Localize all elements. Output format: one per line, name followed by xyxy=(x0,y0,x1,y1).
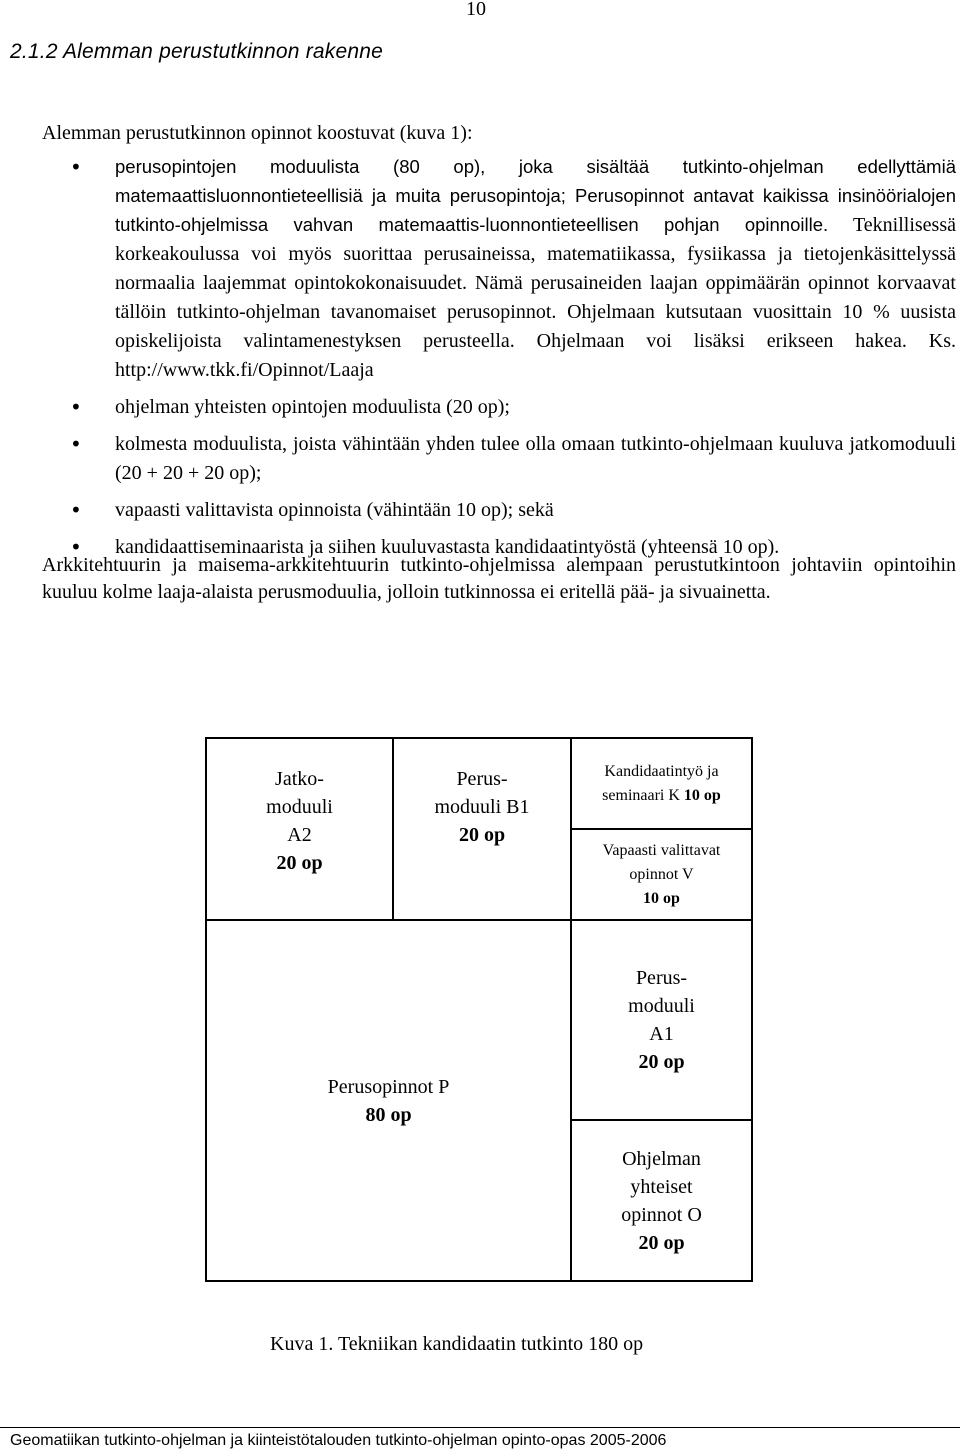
list-item-text: kandidaattiseminaarista ja siihen kuuluvastasta kandidaatintyöstä (yhteensä 10 op). xyxy=(115,536,780,558)
box-label: A1 xyxy=(649,1023,674,1045)
box-label: A2 xyxy=(287,824,312,846)
bullet-icon: • xyxy=(70,498,82,522)
list-item-text: kolmesta moduulista, joista vähintään yhden tulee olla omaan tutkinto-ohjelmaan kuuluva jatkomoduuli (20 + 20 + 20 op); xyxy=(115,433,956,484)
page-footer: Geomatiikan tutkinto-ohjelman ja kiinteistötalouden tutkinto-ohjelman opinto-opas 2005-2006 xyxy=(10,1432,667,1449)
box-label: Ohjelman xyxy=(622,1147,701,1170)
list-item-text: vapaasti valittavista opinnoista (vähintään 10 op); sekä xyxy=(115,499,554,521)
box-label: Perus- xyxy=(456,768,508,790)
bullet-icon: • xyxy=(70,432,82,456)
yhteiset-opinnot-box xyxy=(572,1121,751,1280)
box-credits: 20 op xyxy=(638,1231,685,1254)
box-label: yhteiset xyxy=(630,1175,693,1198)
box-credits: 80 op xyxy=(365,1103,412,1126)
perusmoduuli-a1-box xyxy=(572,921,751,1119)
list-item xyxy=(70,496,956,525)
box-label: Kandidaatintyö ja xyxy=(604,762,719,780)
box-credits: 20 op xyxy=(276,852,323,874)
bullet-icon: • xyxy=(70,535,82,559)
box-credits: 10 op xyxy=(683,786,721,804)
box-label: Jatko- xyxy=(275,768,324,790)
structure-list xyxy=(70,153,956,562)
section-heading: 2.1.2 Alemman perustutkinnon rakenne xyxy=(10,40,383,63)
box-label: moduuli xyxy=(266,796,333,818)
box-label: Vapaasti valittavat xyxy=(602,841,721,859)
jatkomoduuli-a2-box xyxy=(207,745,392,919)
box-label: moduuli xyxy=(628,995,695,1017)
list-item xyxy=(70,393,956,422)
vapaasti-valittavat-box xyxy=(572,830,751,919)
bullet-icon: • xyxy=(70,155,82,179)
list-item xyxy=(70,430,956,488)
box-credits: 10 op xyxy=(643,889,680,907)
list-item-text-sans: perusopintojen moduulista (80 op), joka sisältää tutkinto-ohjelman edellyttämiä matemaattisluonnontieteellisiä ja muita perusopintoja; Perusopinnot antavat kaikissa insinöörialojen tutkinto-ohjelmissa vahvan matemaattis-luonnontieteellisen pohjan opinnoille. xyxy=(115,156,956,235)
box-label: Perus- xyxy=(635,967,688,989)
perusmoduuli-b1-box xyxy=(394,745,570,919)
footer-divider xyxy=(0,1427,960,1428)
kandidaatintyo-box xyxy=(572,739,751,828)
list-item-text-serif: Teknillisessä korkeakoulussa voi myös suorittaa perusaineissa, matematiikassa, fysiikassa ja tietojenkäsittelyssä normaalia laajemmat opintokokonaisuudet. Nämä perusaineiden laajan oppimäärän opinnot korvaavat tällöin tutkinto-ohjelman tavanomaiset perusopinnot. Ohjelmaan kutsutaan vuosittain 10 % uusista opiskelijoista valintamenestyksen perusteella. Ohjelmaan voi lisäksi erikseen hakea. Ks. http://www.tkk.fi/Opinnot/Laaja xyxy=(115,214,956,381)
list-item xyxy=(70,153,956,385)
box-label: Perusopinnot P xyxy=(327,1075,450,1098)
box-credits: 20 op xyxy=(638,1051,685,1073)
list-item-text: ohjelman yhteisten opintojen moduulista (20 op); xyxy=(115,396,510,418)
box-label: opinnot V xyxy=(629,865,694,883)
figure-caption: Kuva 1. Tekniikan kandidaatin tutkinto 180 op xyxy=(270,1333,644,1355)
box-label: moduuli B1 xyxy=(434,796,530,818)
box-label: seminaari K xyxy=(602,786,684,804)
box-label: opinnot O xyxy=(621,1203,702,1226)
box-credits: 20 op xyxy=(458,824,506,846)
closing-paragraph: Arkkitehtuurin ja maisema-arkkitehtuurin tutkinto-ohjelmissa alempaan perustutkintoon johtaviin opintoihin kuuluu kolme laaja-alaista perusmoduulia, jolloin tutkinnossa ei eritellä pää- ja sivuainetta. xyxy=(42,554,956,603)
bullet-icon: • xyxy=(70,395,82,419)
perusopinnot-box xyxy=(207,921,570,1280)
page-number: 10 xyxy=(466,0,486,20)
degree-structure-figure xyxy=(205,737,753,1282)
intro-text: Alemman perustutkinnon opinnot koostuvat (kuva 1): xyxy=(42,122,473,144)
